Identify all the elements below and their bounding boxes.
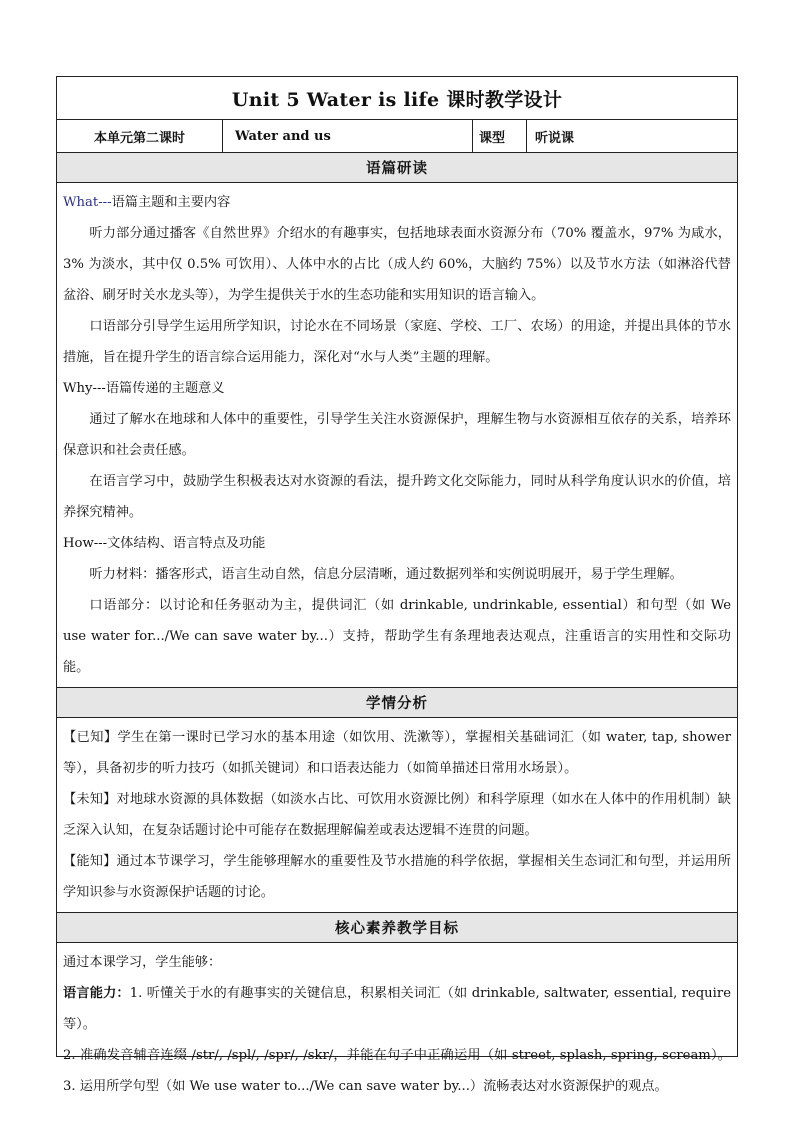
student-analysis-body	[57, 718, 737, 912]
how-paragraph-1: 听力材料：播客形式，语言生动自然，信息分层清晰，通过数据列举和实例说明展开，易于学生理解。	[89, 567, 683, 582]
why-paragraph-2: 在语言学习中，鼓励学生积极表达对水资源的看法，提升跨文化交际能力，同时从科学角度认识水的价值，培养探究精神。	[63, 474, 731, 520]
meta-row	[57, 120, 737, 153]
type-label-cell: 课型	[473, 120, 527, 152]
what-heading	[63, 187, 731, 218]
lesson-plan-table	[56, 76, 738, 1094]
how-paragraph-2: 口语部分：以讨论和任务驱动为主，提供词汇（如 drinkable, undrinkable, essential）和句型（如 We use water for.../We can save water by...）支持，帮助学生有条理地表达观点，注重语言的实用性和交际功能。	[63, 598, 731, 675]
topic-cell: Water and us	[223, 120, 473, 152]
what-label: What---	[63, 195, 112, 210]
page-title: Unit 5 Water is life 课时教学设计	[57, 77, 737, 120]
what-text: 语篇主题和主要内容	[111, 195, 231, 210]
known-paragraph: 【已知】学生在第一课时已学习水的基本用途（如饮用、洗漱等），掌握相关基础词汇（如 water, tap, shower 等），具备初步的听力技巧（如抓关键词）和口语表达能力（如简单描述日常用水场景）。	[63, 730, 731, 776]
language-ability-paragraph	[63, 978, 731, 1040]
what-paragraph-2: 口语部分引导学生运用所学知识，讨论水在不同场景（家庭、学校、工厂、农场）的用途，并提出具体的节水措施，旨在提升学生的语言综合运用能力，深化对“水与人类”主题的理解。	[63, 319, 731, 365]
unknown-paragraph: 【未知】对地球水资源的具体数据（如淡水占比、可饮用水资源比例）和科学原理（如水在人体中的作用机制）缺乏深入认知，在复杂话题讨论中可能存在数据理解偏差或表达逻辑不连贯的问题。	[63, 792, 731, 838]
what-paragraph-1: 听力部分通过播客《自然世界》介绍水的有趣事实，包括地球表面水资源分布（70% 覆盖水，97% 为咸水，3% 为淡水，其中仅 0.5% 可饮用）、人体中水的占比（成人约 60%，大脑约 75%）以及节水方法（如淋浴代替盆浴、刷牙时关水龙头等），为学生提供关于水的生态功能和实用知识的语言输入。	[63, 226, 731, 303]
goals-intro: 通过本课学习，学生能够：	[63, 955, 222, 970]
language-ability-label: 语言能力：	[63, 986, 130, 1001]
why-paragraph-1: 通过了解水在地球和人体中的重要性，引导学生关注水资源保护，理解生物与水资源相互依存的关系，培养环保意识和社会责任感。	[63, 412, 731, 458]
lesson-cell: 本单元第二课时	[57, 120, 223, 152]
goal-item-2: 2. 准确发音辅音连缀 /str/, /spl/, /spr/, /skr/，并能在句子中正确运用（如 street, splash, spring, scream）。3. 运用所学句型（如 We use water to.../We can save water by...）流畅表达对水资源保护的观点。	[63, 1048, 731, 1094]
section-header-student-analysis: 学情分析	[57, 687, 737, 718]
language-ability-text: 1. 听懂关于水的有趣事实的关键信息，积累相关词汇（如 drinkable, saltwater, essential, require 等）。	[63, 986, 732, 1032]
how-heading: How---文体结构、语言特点及功能	[63, 536, 266, 551]
section-header-text-study: 语篇研读	[57, 153, 737, 183]
type-value-cell: 听说课	[535, 130, 575, 146]
section-header-core-goals: 核心素养教学目标	[57, 912, 737, 943]
core-goals-body	[57, 943, 737, 1106]
why-heading: Why---语篇传递的主题意义	[63, 381, 225, 396]
able-paragraph: 【能知】通过本节课学习，学生能够理解水的重要性及节水措施的科学依据，掌握相关生态词汇和句型，并运用所学知识参与水资源保护话题的讨论。	[63, 854, 731, 900]
text-study-body	[57, 183, 737, 687]
